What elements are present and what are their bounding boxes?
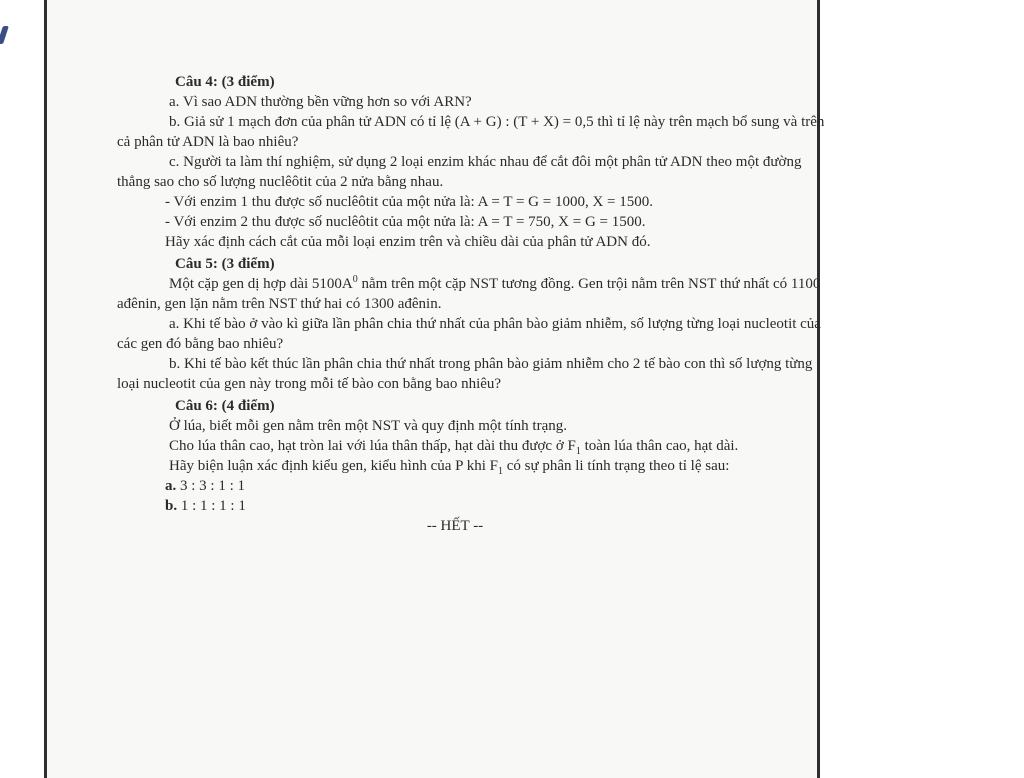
ink-mark <box>0 26 9 44</box>
question-6-p2: Cho lúa thân cao, hạt tròn lai với lúa thân thấp, hạt dài thu được ở $F_1$ toàn lúa thân cao, hạt dài. <box>169 438 739 457</box>
question-5-heading: Câu 5: (3 điểm) <box>175 256 275 272</box>
question-5-part-a: a. Khi tế bào ở vào kì giữa lần phân chia thứ nhất của phân bào giảm nhiễm, số lượng từng loại nucleotit của các gen đó bằng bao nhiêu? <box>117 316 821 352</box>
question-6-p1: Ở lúa, biết mỗi gen nằm trên một NST và quy định một tính trạng. <box>169 418 568 434</box>
question-4-part-a: a. Vì sao ADN thường bền vững hơn so với ARN? <box>169 94 472 110</box>
question-6-p3: Hãy biện luận xác định kiểu gen, kiểu hình của P khi $F_1$ có sự phân li tính trạng theo tỉ lệ sau: <box>169 458 730 477</box>
question-4-heading: Câu 4: (3 điểm) <box>175 74 275 90</box>
exam-content <box>117 70 833 536</box>
question-5-part-b: b. Khi tế bào kết thúc lần phân chia thứ nhất trong phân bào giảm nhiễm cho 2 tế bào con thì số lượng từng loại nucleotit của gen này trong mỗi tế bào con bằng bao nhiêu? <box>117 356 813 392</box>
question-4-part-b: b. Giả sử 1 mạch đơn của phân tử ADN có tỉ lệ (A + G) : (T + X) = 0,5 thì tỉ lệ này trên mạch bổ sung và trên cả phân tử ADN là bao nhiêu? <box>117 114 825 150</box>
question-4-enzyme-1: - Với enzim 1 thu được số nuclêôtit của một nửa là: A = T = G = 1000, X = 1500. <box>165 194 653 210</box>
question-6-heading: Câu 6: (4 điểm) <box>175 398 275 414</box>
question-4-enzyme-2: - Với enzim 2 thu được số nuclêôtit của một nửa là: A = T = 750, X = G = 1500. <box>165 214 646 230</box>
exam-page <box>44 0 825 778</box>
question-5-intro: Một cặp gen dị hợp dài $5100A^0$ nằm trên một cặp NST tương đồng. Gen trội nằm trên NST thứ nhất có 1100 ađênin, gen lặn nằm trên NST thứ hai có 1300 ađênin. <box>117 274 821 312</box>
question-6-option-b: b. 1 : 1 : 1 : 1 <box>165 498 246 514</box>
question-6-option-a: a. 3 : 3 : 1 : 1 <box>165 478 246 494</box>
question-4-task: Hãy xác định cách cắt của mỗi loại enzim trên và chiều dài của phân tử ADN đó. <box>165 234 651 250</box>
question-4-part-c: c. Người ta làm thí nghiệm, sử dụng 2 loại enzim khác nhau để cắt đôi một phân tử ADN theo một đường thẳng sao cho số lượng nuclêôtit của 2 nửa bằng nhau. <box>117 154 802 190</box>
end-marker: -- HẾT -- <box>426 518 484 534</box>
